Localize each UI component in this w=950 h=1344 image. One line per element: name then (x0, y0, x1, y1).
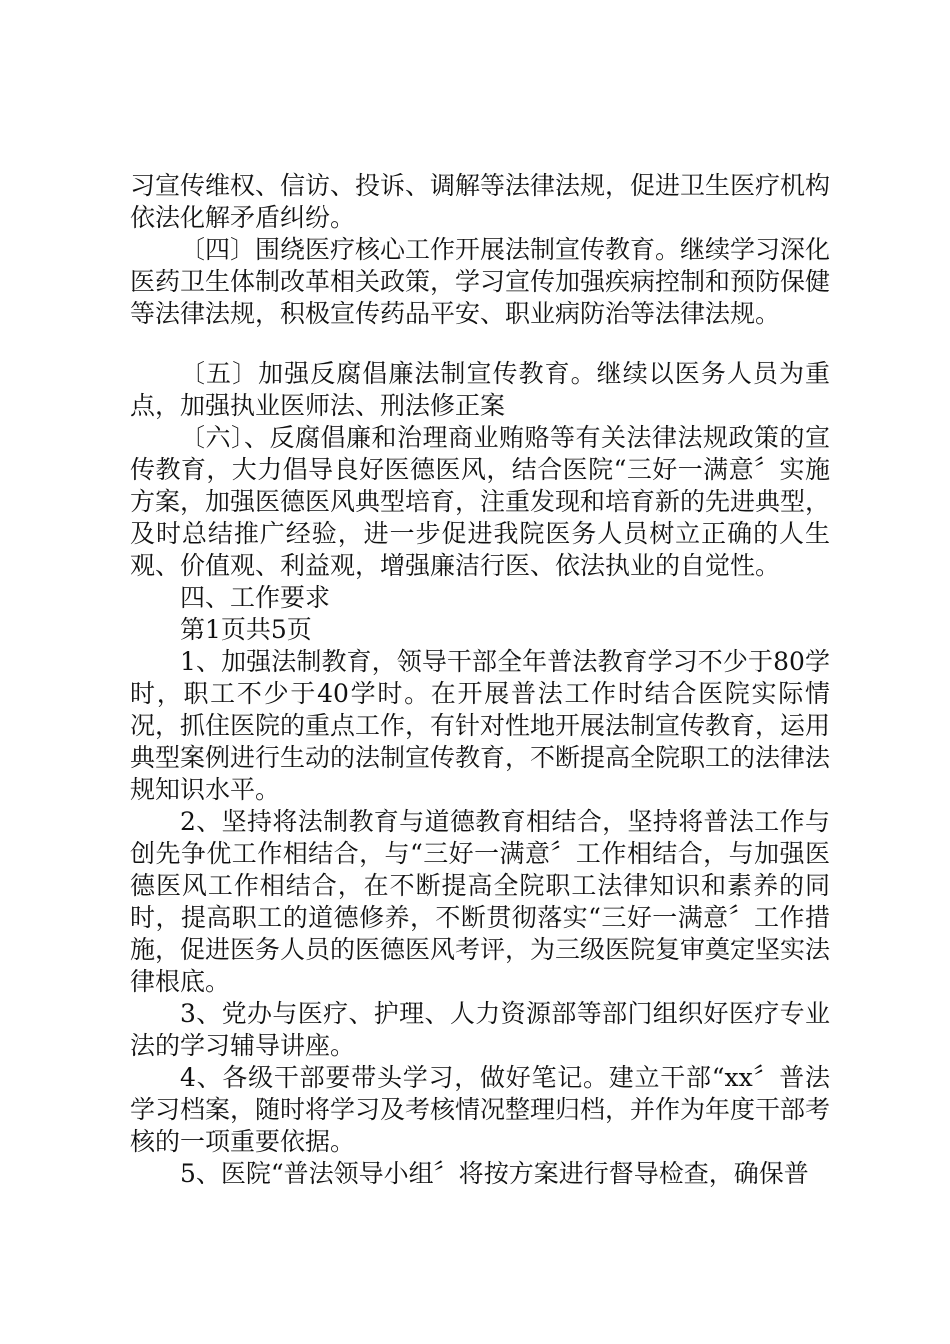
paragraph-requirement-3: 3、党办与医疗、护理、人力资源部等部门组织好医疗专业法的学习辅导讲座。 (130, 999, 830, 1060)
paragraph-requirement-4: 4、各级干部要带头学习，做好笔记。建立干部“xx〞普法学习档案，随时将学习及考核情况整理归档，并作为年度干部考核的一项重要依据。 (130, 1063, 831, 1156)
paragraph-gap (130, 330, 830, 358)
paragraph-section-6: 〔六〕、反腐倡廉和治理商业贿赂等有关法律法规政策的宣传教育，大力倡导良好医德医风，结合医院“三好一满意〞实施方案，加强医德医风典型培育，注重发现和培育新的先进典型，及时总结推广经验，进一步促进我院医务人员树立正确的人生观、价值观、利益观，增强廉洁行医、依法执业的自觉性。 (130, 423, 831, 580)
paragraph-section-4: 〔四〕围绕医疗核心工作开展法制宣传教育。继续学习深化医药卫生体制改革相关政策，学习宣传加强疾病控制和预防保健等法律法规，积极宣传药品平安、职业病防治等法律法规。 (130, 235, 831, 328)
paragraph-requirement-2: 2、坚持将法制教育与道德教育相结合，坚持将普法工作与创先争优工作相结合，与“三好一满意〞工作相结合，与加强医德医风工作相结合，在不断提高全院职工法律知识和素养的同时，提高职工的道德修养，不断贯彻落实“三好一满意〞工作措施，促进医务人员的医德医风考评，为三级医院复审奠定坚实法律根底。 (130, 807, 831, 996)
paragraph-continuation: 习宣传维权、信访、投诉、调解等法律法规，促进卫生医疗机构依法化解矛盾纠纷。 (130, 171, 831, 232)
document-body (130, 170, 830, 1190)
paragraph-section-5: 〔五〕加强反腐倡廉法制宣传教育。继续以医务人员为重点，加强执业医师法、刑法修正案 (130, 359, 830, 420)
paragraph-requirement-1: 1、加强法制教育，领导干部全年普法教育学习不少于80学时，职工不少于40学时。在开展普法工作时结合医院实际情况，抓住医院的重点工作，有针对性地开展法制宣传教育，运用典型案例进行生动的法制宣传教育，不断提高全院职工的法律法规知识水平。 (130, 647, 831, 804)
section-heading-work-requirements: 四、工作要求 (180, 583, 331, 612)
paragraph-requirement-5: 5、医院“普法领导小组〞将按方案进行督导检查，确保普 (180, 1159, 809, 1188)
page-number-marker: 第1页共5页 (180, 615, 312, 644)
